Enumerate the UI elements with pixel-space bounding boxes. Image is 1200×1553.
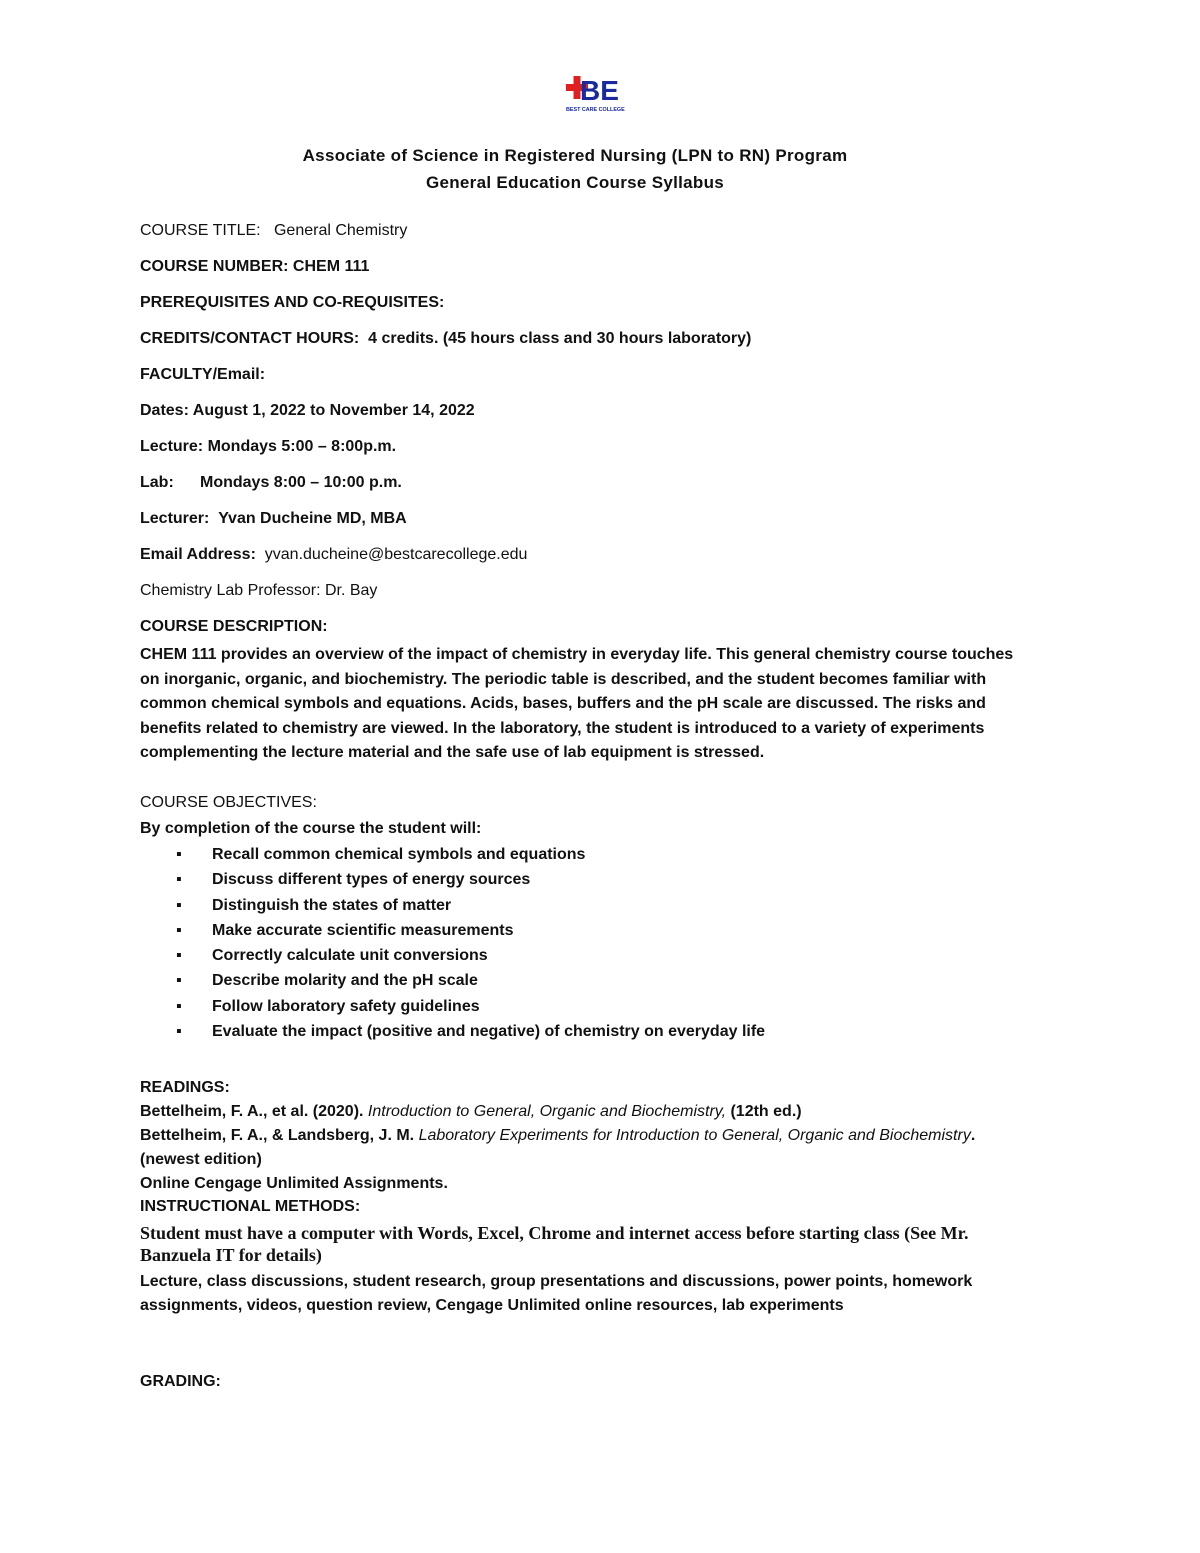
bullet-icon: ▪ bbox=[176, 921, 182, 939]
list-item: ▪ Make accurate scientific measurements bbox=[176, 921, 514, 939]
credits-row bbox=[140, 330, 751, 348]
description-line: CHEM 111 provides an overview of the impact of chemistry in everyday life. This general chemistry course touches bbox=[140, 646, 1014, 663]
prerequisites-label: PREREQUISITES AND CO-REQUISITES: bbox=[140, 294, 445, 311]
course-objectives-heading: COURSE OBJECTIVES: bbox=[140, 794, 317, 811]
lab-time-value: Mondays 8:00 – 10:00 p.m. bbox=[200, 474, 402, 491]
instructional-methods-heading: INSTRUCTIONAL METHODS: bbox=[140, 1198, 361, 1215]
instructional-methods: Lecture, class discussions, student research, group presentations and discussions, power points, homework assignments, videos, question review, Cengage Unlimited online resources, lab experiments bbox=[140, 1273, 973, 1314]
lab-label: Lab: bbox=[140, 474, 174, 491]
bullet-icon: ▪ bbox=[176, 896, 182, 914]
bullet-icon: ▪ bbox=[176, 1023, 182, 1041]
course-number-row bbox=[140, 258, 369, 276]
reading-1: Bettelheim, F. A., et al. (2020). Introduction to General, Organic and Biochemistry, (12th ed.) bbox=[140, 1103, 802, 1120]
lecturer-row bbox=[140, 510, 407, 528]
list-item: ▪ Correctly calculate unit conversions bbox=[176, 947, 488, 965]
lecturer-label: Lecturer: bbox=[140, 510, 210, 527]
bullet-icon: ▪ bbox=[176, 947, 182, 965]
description-line: on inorganic, organic, and biochemistry. The periodic table is described, and the student becomes familiar with bbox=[140, 670, 987, 688]
list-item: ▪ Evaluate the impact (positive and negative) of chemistry on everyday life bbox=[176, 1023, 766, 1041]
course-dates: Dates: August 1, 2022 to November 14, 2022 bbox=[140, 402, 475, 419]
credits-value: 4 credits. (45 hours class and 30 hours laboratory) bbox=[368, 330, 752, 347]
objectives-intro: By completion of the course the student will: bbox=[140, 820, 482, 837]
bullet-icon: ▪ bbox=[176, 997, 182, 1015]
credits-label: CREDITS/CONTACT HOURS: bbox=[140, 330, 360, 347]
lab-professor: Chemistry Lab Professor: Dr. Bay bbox=[140, 582, 378, 599]
computer-requirement: Student must have a computer with Words, Excel, Chrome and internet access before starting class (See Mr. Banzuela IT for details) bbox=[140, 1223, 969, 1265]
reading-2-edition: (newest edition) bbox=[140, 1151, 262, 1168]
list-item: ▪ Distinguish the states of matter bbox=[176, 896, 452, 914]
list-item: ▪ Follow laboratory safety guidelines bbox=[176, 997, 480, 1015]
lab-time-row bbox=[140, 474, 402, 492]
bullet-icon: ▪ bbox=[176, 846, 182, 863]
email-address[interactable]: yvan.ducheine@bestcarecollege.edu bbox=[264, 546, 528, 563]
readings-section bbox=[140, 1076, 1070, 1196]
course-number-label: COURSE NUMBER: bbox=[140, 258, 289, 275]
college-logo bbox=[562, 72, 640, 114]
logo-mark: BE bbox=[580, 75, 619, 106]
list-item: ▪ Recall common chemical symbols and equations bbox=[176, 846, 586, 863]
course-title-value: General Chemistry bbox=[273, 222, 408, 239]
description-line: common chemical symbols and equations. Acids, bases, buffers and the pH scale are discussed. The risks and bbox=[140, 695, 986, 713]
syllabus-subtitle: General Education Course Syllabus bbox=[425, 173, 725, 192]
grading-heading: GRADING: bbox=[140, 1373, 221, 1390]
lecturer-name: Yvan Ducheine MD, MBA bbox=[218, 510, 407, 527]
readings-heading: READINGS: bbox=[140, 1079, 230, 1096]
list-item: ▪ Discuss different types of energy sources bbox=[176, 871, 531, 889]
course-title-label: COURSE TITLE: bbox=[140, 222, 261, 239]
email-label: Email Address: bbox=[140, 546, 256, 563]
course-description bbox=[140, 643, 1060, 766]
list-item: ▪ Describe molarity and the pH scale bbox=[176, 972, 478, 990]
description-line: complementing the lecture material and the safe use of lab equipment is stressed. bbox=[140, 744, 765, 762]
faculty-email-label: FACULTY/Email: bbox=[140, 366, 266, 383]
reading-2-title: Laboratory Experiments for Introduction to General, Organic and Biochemistry bbox=[418, 1127, 971, 1144]
logo-caption: BEST CARE COLLEGE bbox=[566, 107, 625, 113]
bullet-icon: ▪ bbox=[176, 871, 182, 889]
course-number-value: CHEM 111 bbox=[292, 258, 370, 275]
objectives-list bbox=[140, 846, 765, 1048]
reading-3: Online Cengage Unlimited Assignments. bbox=[140, 1175, 448, 1192]
reading-1-title: Introduction to General, Organic and Biochemistry, bbox=[367, 1103, 727, 1120]
email-row bbox=[140, 546, 527, 564]
course-title-row bbox=[140, 222, 407, 240]
reading-2: Bettelheim, F. A., & Landsberg, J. M. Laboratory Experiments for Introduction to General, Organic and Biochemistry. bbox=[140, 1127, 976, 1144]
course-description-heading: COURSE DESCRIPTION: bbox=[140, 618, 328, 635]
program-title: Associate of Science in Registered Nursing (LPN to RN) Program bbox=[302, 146, 848, 165]
bullet-icon: ▪ bbox=[176, 972, 182, 990]
lecture-time: Lecture: Mondays 5:00 – 8:00p.m. bbox=[140, 438, 397, 455]
description-line: benefits related to chemistry are viewed. In the laboratory, the student is introduced to a variety of experiments bbox=[140, 719, 985, 737]
